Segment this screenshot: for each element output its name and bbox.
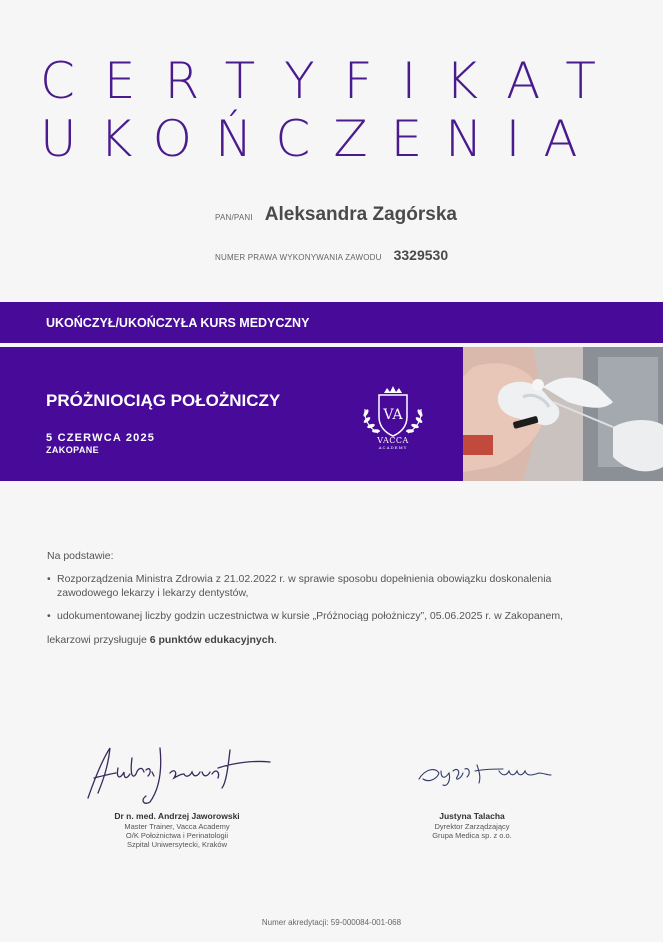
license-number: 3329530 xyxy=(393,247,449,263)
body-bullet-2-text: udokumentowanej liczby godzin uczestnictwa w kursie „Próżnociąg położniczy”, 05.06.2025 r. w Zakopanem, xyxy=(57,610,564,622)
signatory-1-role-1: Master Trainer, Vacca Academy xyxy=(124,822,230,831)
body-bullet-2: • udokumentowanej liczby godzin uczestnictwa w kursie „Próżnociąg położniczy”, 05.06.2025 r. w Zakopanem, xyxy=(47,610,564,622)
title-line-1: CERTYFIKAT xyxy=(40,52,625,110)
course-date: 5 CZERWCA 2025 xyxy=(46,432,156,444)
course-band xyxy=(0,347,463,481)
signature-drawing-1 xyxy=(80,738,275,810)
signatory-1-role-2: O/K Położnictwa i Perinatologii xyxy=(125,831,229,840)
signature-block-1 xyxy=(92,812,262,849)
logo-wordmark xyxy=(356,436,430,450)
signature-block-2 xyxy=(402,812,542,840)
title-line-2: UKOŃCZENIA xyxy=(40,110,601,168)
signature-drawing-2 xyxy=(415,757,555,789)
signatory-1-name: Dr n. med. Andrzej Jaworowski xyxy=(114,811,240,821)
education-points: 6 punktów edukacyjnych xyxy=(149,634,275,646)
logo-text: VACCA xyxy=(377,436,409,445)
recipient-name: Aleksandra Zagórska xyxy=(264,204,457,225)
closing-suffix: . xyxy=(274,634,277,646)
signatory-2-name: Justyna Talacha xyxy=(439,811,505,821)
course-photo xyxy=(463,347,663,481)
certificate-body xyxy=(47,549,607,646)
recipient-name-row xyxy=(215,204,457,226)
license-row xyxy=(215,247,448,263)
body-bullet-1: • Rozporządzenia Ministra Zdrowia z 21.02.2022 r. w sprawie sposobu dopełnienia obowiązku doskonalenia zawodowego lekarzy i lekarzy dentystów, xyxy=(47,572,607,600)
signatory-2-role-1: Dyrektor Zarządzający xyxy=(434,822,510,831)
course-header: UKOŃCZYŁ/UKOŃCZYŁA KURS MEDYCZNY xyxy=(46,315,310,330)
certificate-title xyxy=(40,52,625,168)
body-bullet-1-text: Rozporządzenia Ministra Zdrowia z 21.02.2022 r. w sprawie sposobu dopełnienia obowiązku doskonalenia zawodowego lekarzy i lekarzy dentystów, xyxy=(57,573,552,599)
signatory-2-role-2: Grupa Medica sp. z o.o. xyxy=(432,831,512,840)
course-header-band xyxy=(0,302,663,343)
recipient-name-label: PAN/PANI xyxy=(215,213,253,222)
license-label: NUMER PRAWA WYKONYWANIA ZAWODU xyxy=(215,253,382,262)
logo-monogram: VA xyxy=(383,407,403,423)
course-city: ZAKOPANE xyxy=(46,445,100,455)
body-closing xyxy=(47,633,607,647)
closing-prefix: lekarzowi przysługuje xyxy=(47,634,147,646)
logo-subtext: ACADEMY xyxy=(378,445,408,450)
body-intro: Na podstawie: xyxy=(47,550,114,562)
signatory-1-role-3: Szpital Uniwersytecki, Kraków xyxy=(126,840,228,849)
course-name: PRÓŻNIOCIĄG POŁOŻNICZY xyxy=(46,391,281,410)
accreditation-number: Numer akredytacji: 59-000084-001-068 xyxy=(261,918,402,927)
